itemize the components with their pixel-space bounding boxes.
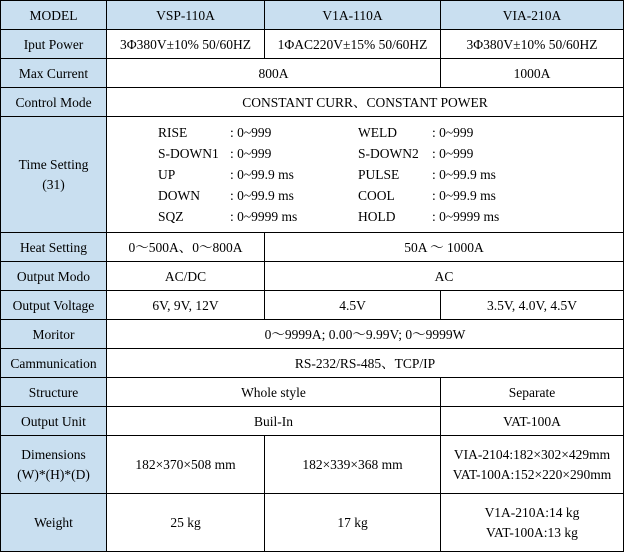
dimensions-label [1, 436, 107, 494]
model-via-210a: VIA-210A [441, 1, 624, 30]
communication-label: Cammunication [1, 349, 107, 378]
output-unit-value: VAT-100A [441, 407, 624, 436]
heat-setting-row [1, 233, 624, 262]
dimensions-value-line: VAT-100A:152×220×290mm [452, 466, 612, 482]
structure-row [1, 378, 624, 407]
time-param-name: HOLD [358, 209, 396, 224]
output-voltage-value: 3.5V, 4.0V, 4.5V [441, 291, 624, 320]
time-param-name: WELD [358, 125, 397, 140]
time-param-range: : 0~9999 ms [230, 209, 298, 224]
output-mode-value: AC [265, 262, 624, 291]
communication-value: RS-232/RS-485、TCP/IP [107, 349, 624, 378]
monitor-value: 0～9999A; 0.00～9.99V; 0～9999W [107, 320, 624, 349]
time-param-name: DOWN [158, 188, 200, 203]
weight-value-line: V1A-210A:14 kg [484, 504, 580, 520]
output-voltage-label: Output Voltage [1, 291, 107, 320]
time-param-range: : 0~99.9 ms [432, 188, 496, 203]
dimensions-value-separate [441, 436, 624, 494]
output-mode-value: AC/DC [107, 262, 265, 291]
input-power-value: 3Φ380V±10% 50/60HZ [441, 30, 624, 59]
output-voltage-value: 6V, 9V, 12V [107, 291, 265, 320]
time-setting-value [107, 117, 624, 233]
input-power-value: 1ΦAC220V±15% 50/60HZ [265, 30, 441, 59]
time-param-name: SQZ [158, 209, 184, 224]
structure-label: Structure [1, 378, 107, 407]
time-setting-title: Time Setting [18, 156, 89, 172]
weight-value: 25 kg [107, 494, 265, 552]
time-param-range: : 0~9999 ms [432, 209, 500, 224]
time-param-name: S-DOWN1 [158, 146, 219, 161]
input-power-value: 3Φ380V±10% 50/60HZ [107, 30, 265, 59]
time-param-name: UP [158, 167, 176, 182]
model-vsp-110a: VSP-110A [107, 1, 265, 30]
dimensions-title: Dimensions [21, 446, 86, 462]
control-mode-value: CONSTANT CURR、CONSTANT POWER [107, 88, 624, 117]
heat-setting-value: 50A ～ 1000A [265, 233, 624, 262]
weight-label: Weight [1, 494, 107, 552]
output-unit-value: Buil-In [107, 407, 441, 436]
time-param-range: : 0~999 [230, 146, 272, 161]
time-param-range: : 0~99.9 ms [230, 188, 294, 203]
max-current-row [1, 59, 624, 88]
output-voltage-value: 4.5V [265, 291, 441, 320]
time-param-range: : 0~999 [230, 125, 272, 140]
max-current-value: 800A [107, 59, 441, 88]
communication-row [1, 349, 624, 378]
time-param-range: : 0~999 [432, 125, 474, 140]
input-power-label: Iput Power [1, 30, 107, 59]
dimensions-value-line: VIA-2104:182×302×429mm [453, 446, 611, 462]
dimensions-axes: (W)*(H)*(D) [17, 466, 90, 482]
output-unit-row [1, 407, 624, 436]
weight-value: 17 kg [265, 494, 441, 552]
time-param-range: : 0~999 [432, 146, 474, 161]
time-setting-grid [158, 124, 620, 225]
output-mode-row [1, 262, 624, 291]
control-mode-row [1, 88, 624, 117]
time-setting-row [1, 117, 624, 233]
weight-row [1, 494, 624, 552]
header-row [1, 1, 624, 30]
weight-value-line: VAT-100A:13 kg [486, 524, 578, 540]
monitor-row [1, 320, 624, 349]
output-mode-label: Output Modo [1, 262, 107, 291]
time-setting-count: (31) [42, 176, 65, 192]
dimensions-row [1, 436, 624, 494]
structure-value: Separate [441, 378, 624, 407]
time-setting-label [1, 117, 107, 233]
heat-setting-label: Heat Setting [1, 233, 107, 262]
heat-setting-value: 0～500A、0～800A [107, 233, 265, 262]
model-v1a-110a: V1A-110A [265, 1, 441, 30]
time-param-range: : 0~99.9 ms [432, 167, 496, 182]
input-power-row [1, 30, 624, 59]
time-param-name: COOL [358, 188, 395, 203]
structure-value: Whole style [107, 378, 441, 407]
time-param-range: : 0~99.9 ms [230, 167, 294, 182]
dimensions-value: 182×370×508 mm [107, 436, 265, 494]
max-current-label: Max Current [1, 59, 107, 88]
max-current-value: 1000A [441, 59, 624, 88]
dimensions-value: 182×339×368 mm [265, 436, 441, 494]
time-param-name: RISE [158, 125, 188, 140]
model-header: MODEL [1, 1, 107, 30]
control-mode-label: Control Mode [1, 88, 107, 117]
time-param-name: PULSE [358, 167, 400, 182]
output-voltage-row [1, 291, 624, 320]
monitor-label: Moritor [1, 320, 107, 349]
time-param-name: S-DOWN2 [358, 146, 419, 161]
weight-value-separate [441, 494, 624, 552]
output-unit-label: Output Unit [1, 407, 107, 436]
